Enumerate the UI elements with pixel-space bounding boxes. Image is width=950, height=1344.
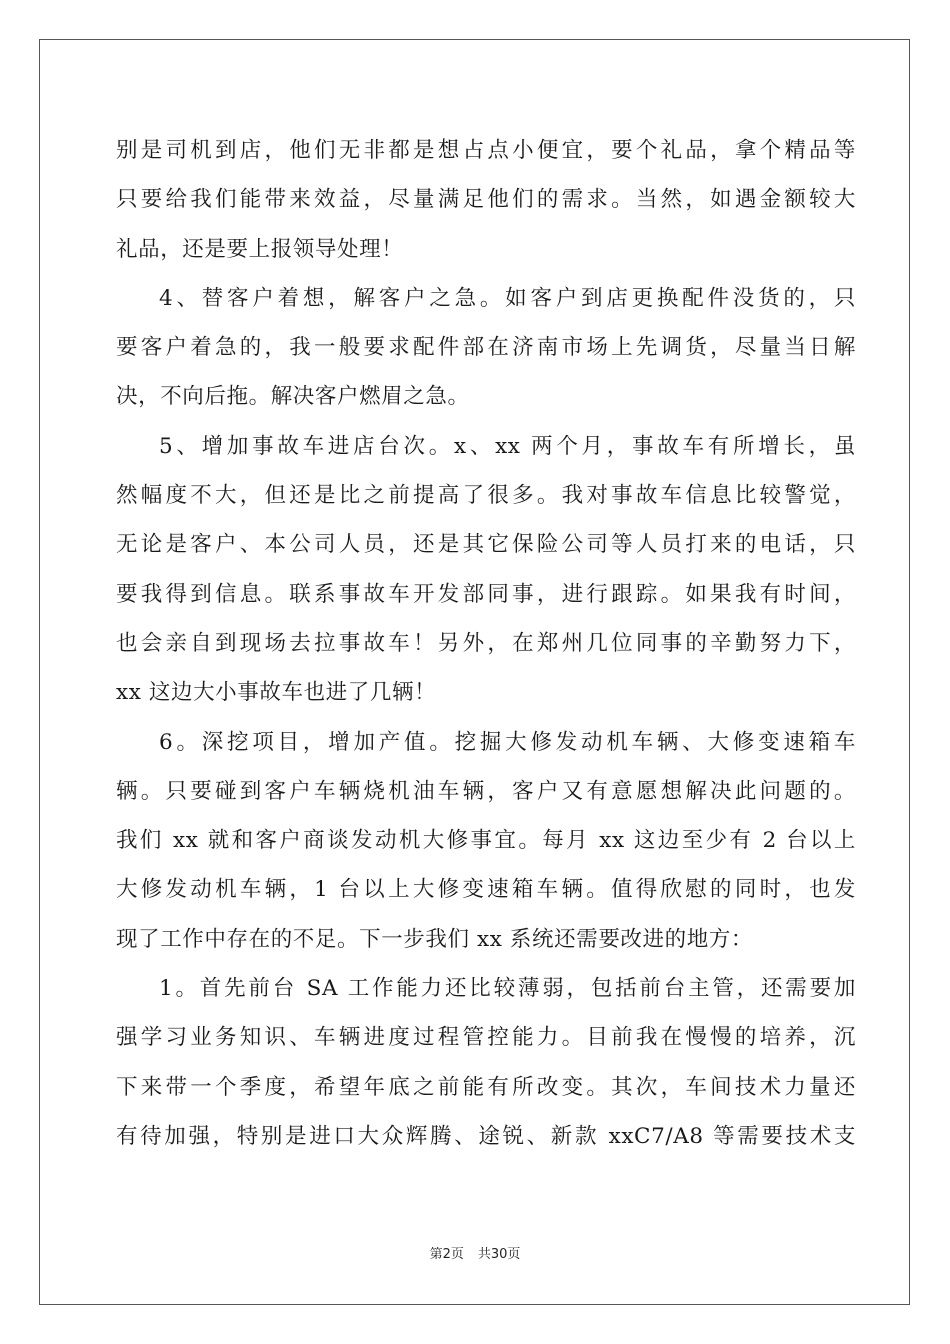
page-footer [0, 1243, 950, 1262]
text-line: 5、增加事故车进店台次。x、xx 两个月，事故车有所增长，虽 [159, 433, 856, 459]
text-line: 只要给我们能带来效益，尽量满足他们的需求。当然，如遇金额较大 [116, 187, 856, 213]
text-line: 下来带一个季度，希望年底之前能有所改变。其次，车间技术力量还 [116, 1074, 856, 1100]
text-line: 强学习业务知识、车辆进度过程管控能力。目前我在慢慢的培养，沉 [116, 1025, 856, 1051]
document-body [116, 126, 856, 1161]
text-line: 辆。只要碰到客户车辆烧机油车辆，客户又有意愿想解决此问题的。 [116, 778, 856, 804]
text-line: xx 这边大小事故车也进了几辆！ [116, 680, 437, 706]
text-line: 有待加强，特别是进口大众辉腾、途锐、新款 xxC7/A8 等需要技术支 [116, 1123, 856, 1149]
text-line: 礼品，还是要上报领导处理！ [116, 236, 404, 262]
text-line: 要我得到信息。联系事故车开发部同事，进行跟踪。如果我有时间， [116, 581, 856, 607]
text-line: 6。深挖项目，增加产值。挖掘大修发动机车辆、大修变速箱车 [159, 729, 856, 755]
text-line: 也会亲自到现场去拉事故车！另外，在郑州几位同事的辛勤努力下， [116, 630, 856, 656]
text-line: 然幅度不大，但还是比之前提高了很多。我对事故车信息比较警觉， [116, 483, 856, 509]
text-line: 4、替客户着想，解客户之急。如客户到店更换配件没货的，只 [159, 285, 856, 311]
text-line: 现了工作中存在的不足。下一步我们 xx 系统还需要改进的地方： [116, 926, 754, 952]
text-line: 1。首先前台 SA 工作能力还比较薄弱，包括前台主管，还需要加 [159, 976, 856, 1002]
text-line: 要客户着急的，我一般要求配件部在济南市场上先调货，尽量当日解 [116, 335, 856, 361]
text-line: 我们 xx 就和客户商谈发动机大修事宜。每月 xx 这边至少有 2 台以上 [116, 828, 856, 854]
page-number-total: 共30页 [477, 1247, 521, 1262]
text-line: 无论是客户、本公司人员，还是其它保险公司等人员打来的电话，只 [116, 532, 856, 558]
text-line: 决，不向后拖。解决客户燃眉之急。 [116, 384, 470, 410]
text-line: 大修发动机车辆，1 台以上大修变速箱车辆。值得欣慰的同时，也发 [116, 877, 856, 903]
text-line: 别是司机到店，他们无非都是想占点小便宜，要个礼品，拿个精品等 [116, 138, 856, 163]
page-number-current: 第2页 [429, 1247, 464, 1262]
